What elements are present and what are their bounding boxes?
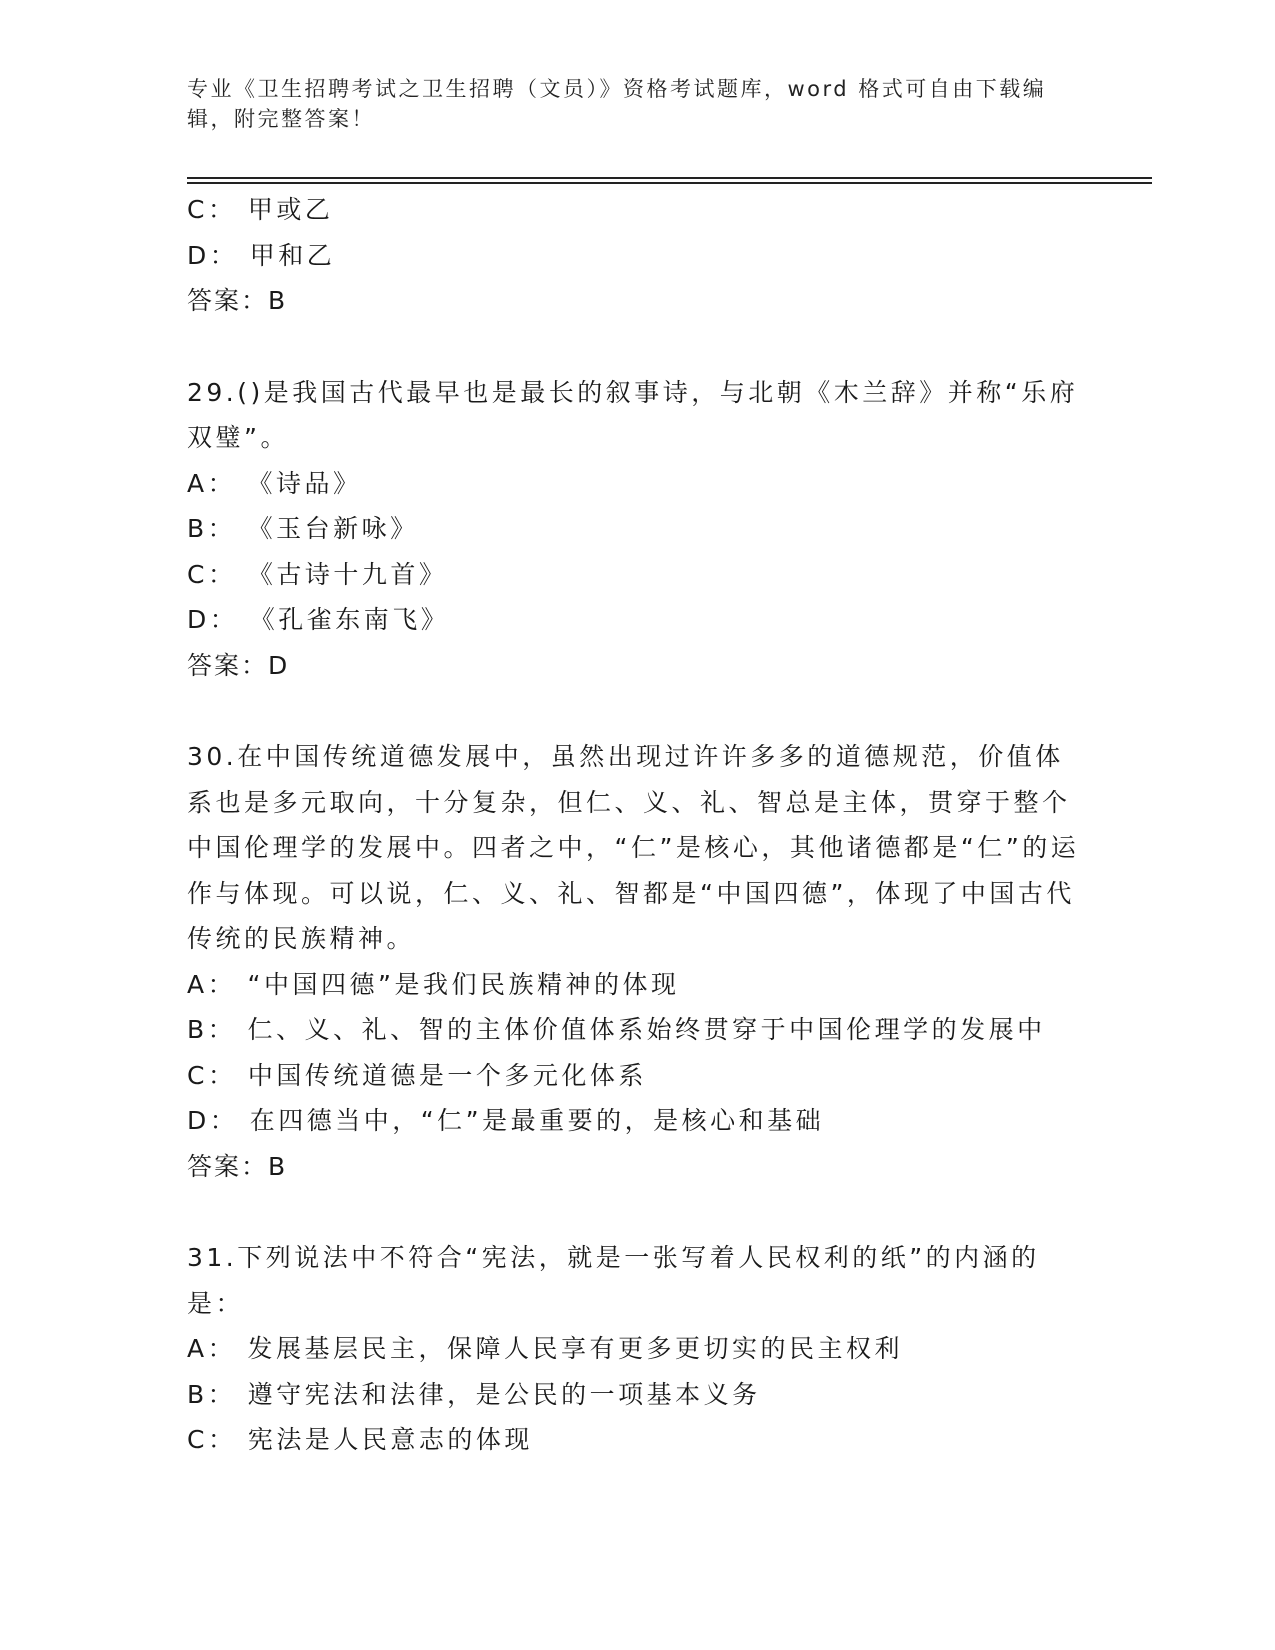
option-c: C： 甲或乙 (187, 195, 334, 224)
answer: 答案：D (187, 650, 290, 680)
option-c: C： 宪法是人民意志的体现 (187, 1425, 533, 1454)
question-stem: 31.下列说法中不符合“宪法，就是一张写着人民权利的纸”的内涵的是： (187, 1243, 1040, 1318)
option-a: A： 发展基层民主，保障人民享有更多更切实的民主权利 (187, 1334, 904, 1363)
option-d: D： 甲和乙 (187, 240, 336, 270)
header-rule-bottom (187, 182, 1152, 184)
spacer (187, 688, 1087, 734)
spacer (187, 324, 1087, 370)
answer: 答案：B (187, 1151, 288, 1181)
option-b: B： 《玉台新咏》 (187, 514, 419, 543)
question-list (187, 187, 1087, 1463)
option-c: C： 中国传统道德是一个多元化体系 (187, 1060, 647, 1090)
spacer (187, 1189, 1087, 1235)
option-d: D： 《孔雀东南飞》 (187, 605, 450, 634)
option-b: B： 遵守宪法和法律，是公民的一项基本义务 (187, 1379, 761, 1409)
option-a: A： “中国四德”是我们民族精神的体现 (187, 969, 680, 999)
question-stem: 30.在中国传统道德发展中，虽然出现过许许多多的道德规范，价值体系也是多元取向，十分复杂，但仁、义、礼、智总是主体，贯穿于整个中国伦理学的发展中。四者之中，“仁”是核心，其他诸德都是“仁”的运作与体现。可以说，仁、义、礼、智都是“中国四德”，体现了中国古代传统的民族精神。 (187, 742, 1080, 953)
page-header: 专业《卫生招聘考试之卫生招聘（文员）》资格考试题库，word 格式可自由下载编辑，附完整答案！ (187, 77, 1047, 131)
question-28-continued (187, 187, 1087, 324)
question-30 (187, 734, 1087, 1189)
option-b: B： 仁、义、礼、智的主体价值体系始终贯穿于中国伦理学的发展中 (187, 1015, 1046, 1044)
option-c: C： 《古诗十九首》 (187, 559, 448, 589)
option-a: A： 《诗品》 (187, 468, 362, 498)
header-rule-top (187, 177, 1152, 179)
question-29 (187, 370, 1087, 689)
answer: 答案：B (187, 286, 288, 315)
question-31 (187, 1235, 1087, 1463)
question-stem: 29.()是我国古代最早也是最长的叙事诗，与北朝《木兰辞》并称“乐府双璧”。 (187, 377, 1079, 452)
option-d: D： 在四德当中，“仁”是最重要的，是核心和基础 (187, 1106, 825, 1135)
